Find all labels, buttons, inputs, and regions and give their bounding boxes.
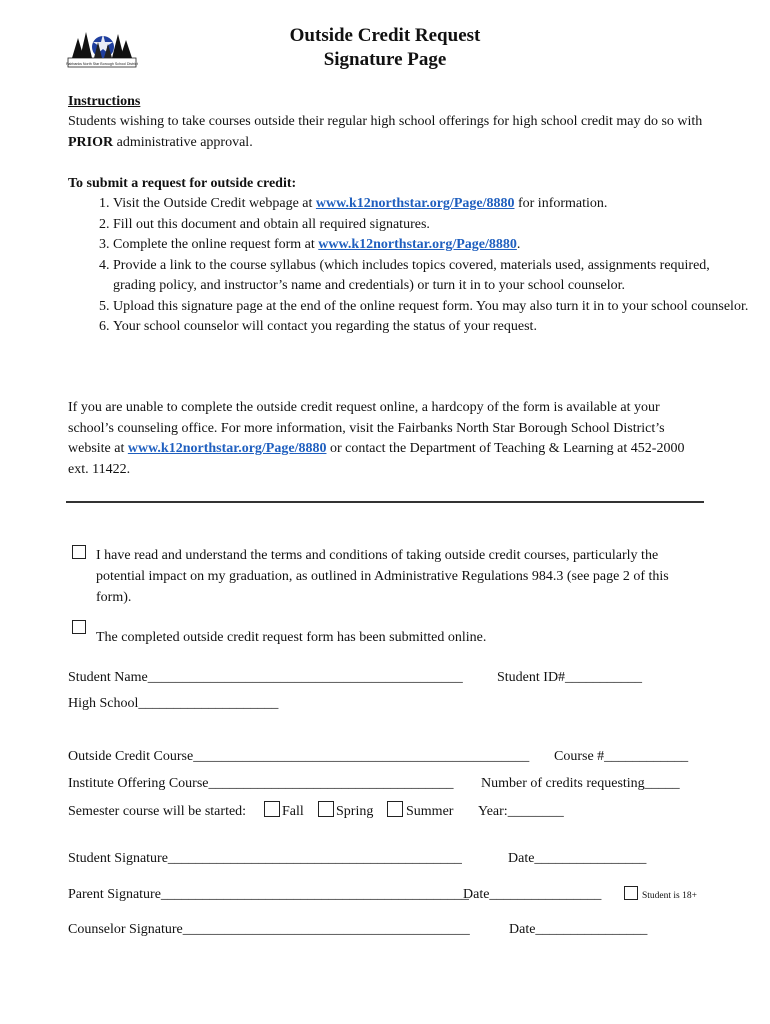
student-name-field[interactable]: Student Name_____________________________________________	[68, 670, 463, 685]
read-terms-text: I have read and understand the terms and conditions of taking outside credit courses, particularly the potential impact on my graduation, as outlined in Administrative Regulations 984.3 (see page 2 of this form).	[96, 548, 669, 605]
page-subtitle: Signature Page	[323, 49, 447, 70]
step-item: 1. Visit the Outside Credit webpage at www.k12northstar.org/Page/8880 for information.	[113, 194, 753, 215]
district-website-link[interactable]: www.k12northstar.org/Page/8880	[127, 441, 327, 456]
submit-heading: To submit a request for outside credit:	[68, 176, 297, 191]
outside-course-field[interactable]: Outside Credit Course________________________________________________	[68, 749, 530, 764]
fall-label: Fall	[282, 804, 304, 819]
fall-checkbox[interactable]	[264, 801, 280, 817]
counselor-signature-field[interactable]: Counselor Signature_________________________________________	[68, 922, 470, 937]
hardcopy-paragraph: If you are unable to complete the outside credit request online, a hardcopy of the form is available at your school’s counseling office. For more information, visit the Fairbanks North Star Borough School District’s website at www.k12northstar.org/Page/8880 or contact the Department of Teaching & Learning at 452-2000 ext. 11422.	[68, 400, 685, 477]
course-number-field[interactable]: Course #____________	[554, 749, 689, 764]
page-title: Outside Credit Request	[289, 25, 481, 46]
section-divider	[66, 501, 704, 503]
online-form-link[interactable]: www.k12northstar.org/Page/8880	[318, 237, 517, 252]
submitted-online-checkbox[interactable]	[72, 620, 86, 634]
counselor-date-field[interactable]: Date________________	[509, 922, 648, 937]
parent-date-field[interactable]: Date________________	[463, 887, 602, 902]
institute-field[interactable]: Institute Offering Course___________________________________	[68, 776, 454, 791]
step-item: 3. Complete the online request form at www.k12northstar.org/Page/8880.	[113, 235, 753, 256]
step-item: 2. Fill out this document and obtain all required signatures.	[113, 215, 753, 236]
parent-signature-field[interactable]: Parent Signature____________________________________________	[68, 887, 469, 902]
over-18-label: Student is 18+	[642, 891, 697, 901]
read-terms-checkbox[interactable]	[72, 545, 86, 559]
summer-checkbox[interactable]	[387, 801, 403, 817]
student-date-field[interactable]: Date________________	[508, 851, 647, 866]
high-school-field[interactable]: High School____________________	[68, 696, 279, 711]
summer-label: Summer	[406, 804, 454, 819]
svg-text:Fairbanks North Star Borough S: Fairbanks North Star Borough School District	[66, 62, 138, 66]
student-signature-field[interactable]: Student Signature__________________________________________	[68, 851, 462, 866]
step-item: 6. Your school counselor will contact you regarding the status of your request.	[113, 317, 753, 338]
student-id-field[interactable]: Student ID#___________	[497, 670, 643, 685]
semester-label: Semester course will be started:	[68, 804, 247, 819]
instructions-text: Students wishing to take courses outside their regular high school offerings for high school credit may do so with PRIOR administrative approval.	[68, 114, 703, 150]
submit-steps-list	[68, 194, 753, 338]
step-item: 5. Upload this signature page at the end of the online request form. You may also turn it in to your school counselor.	[113, 297, 753, 318]
submitted-online-text: The completed outside credit request form has been submitted online.	[96, 630, 487, 645]
credits-field[interactable]: Number of credits requesting_____	[481, 776, 680, 791]
over-18-checkbox[interactable]	[624, 886, 638, 900]
year-field[interactable]: Year:________	[478, 804, 564, 819]
instructions-heading: Instructions	[68, 94, 141, 109]
step-item: 4. Provide a link to the course syllabus (which includes topics covered, materials used, assignments required, grading policy, and instructor’s name and credentials) or turn it in to your school counselor.	[113, 256, 753, 297]
spring-checkbox[interactable]	[318, 801, 334, 817]
spring-label: Spring	[336, 804, 374, 819]
outside-credit-link[interactable]: www.k12northstar.org/Page/8880	[315, 196, 515, 211]
